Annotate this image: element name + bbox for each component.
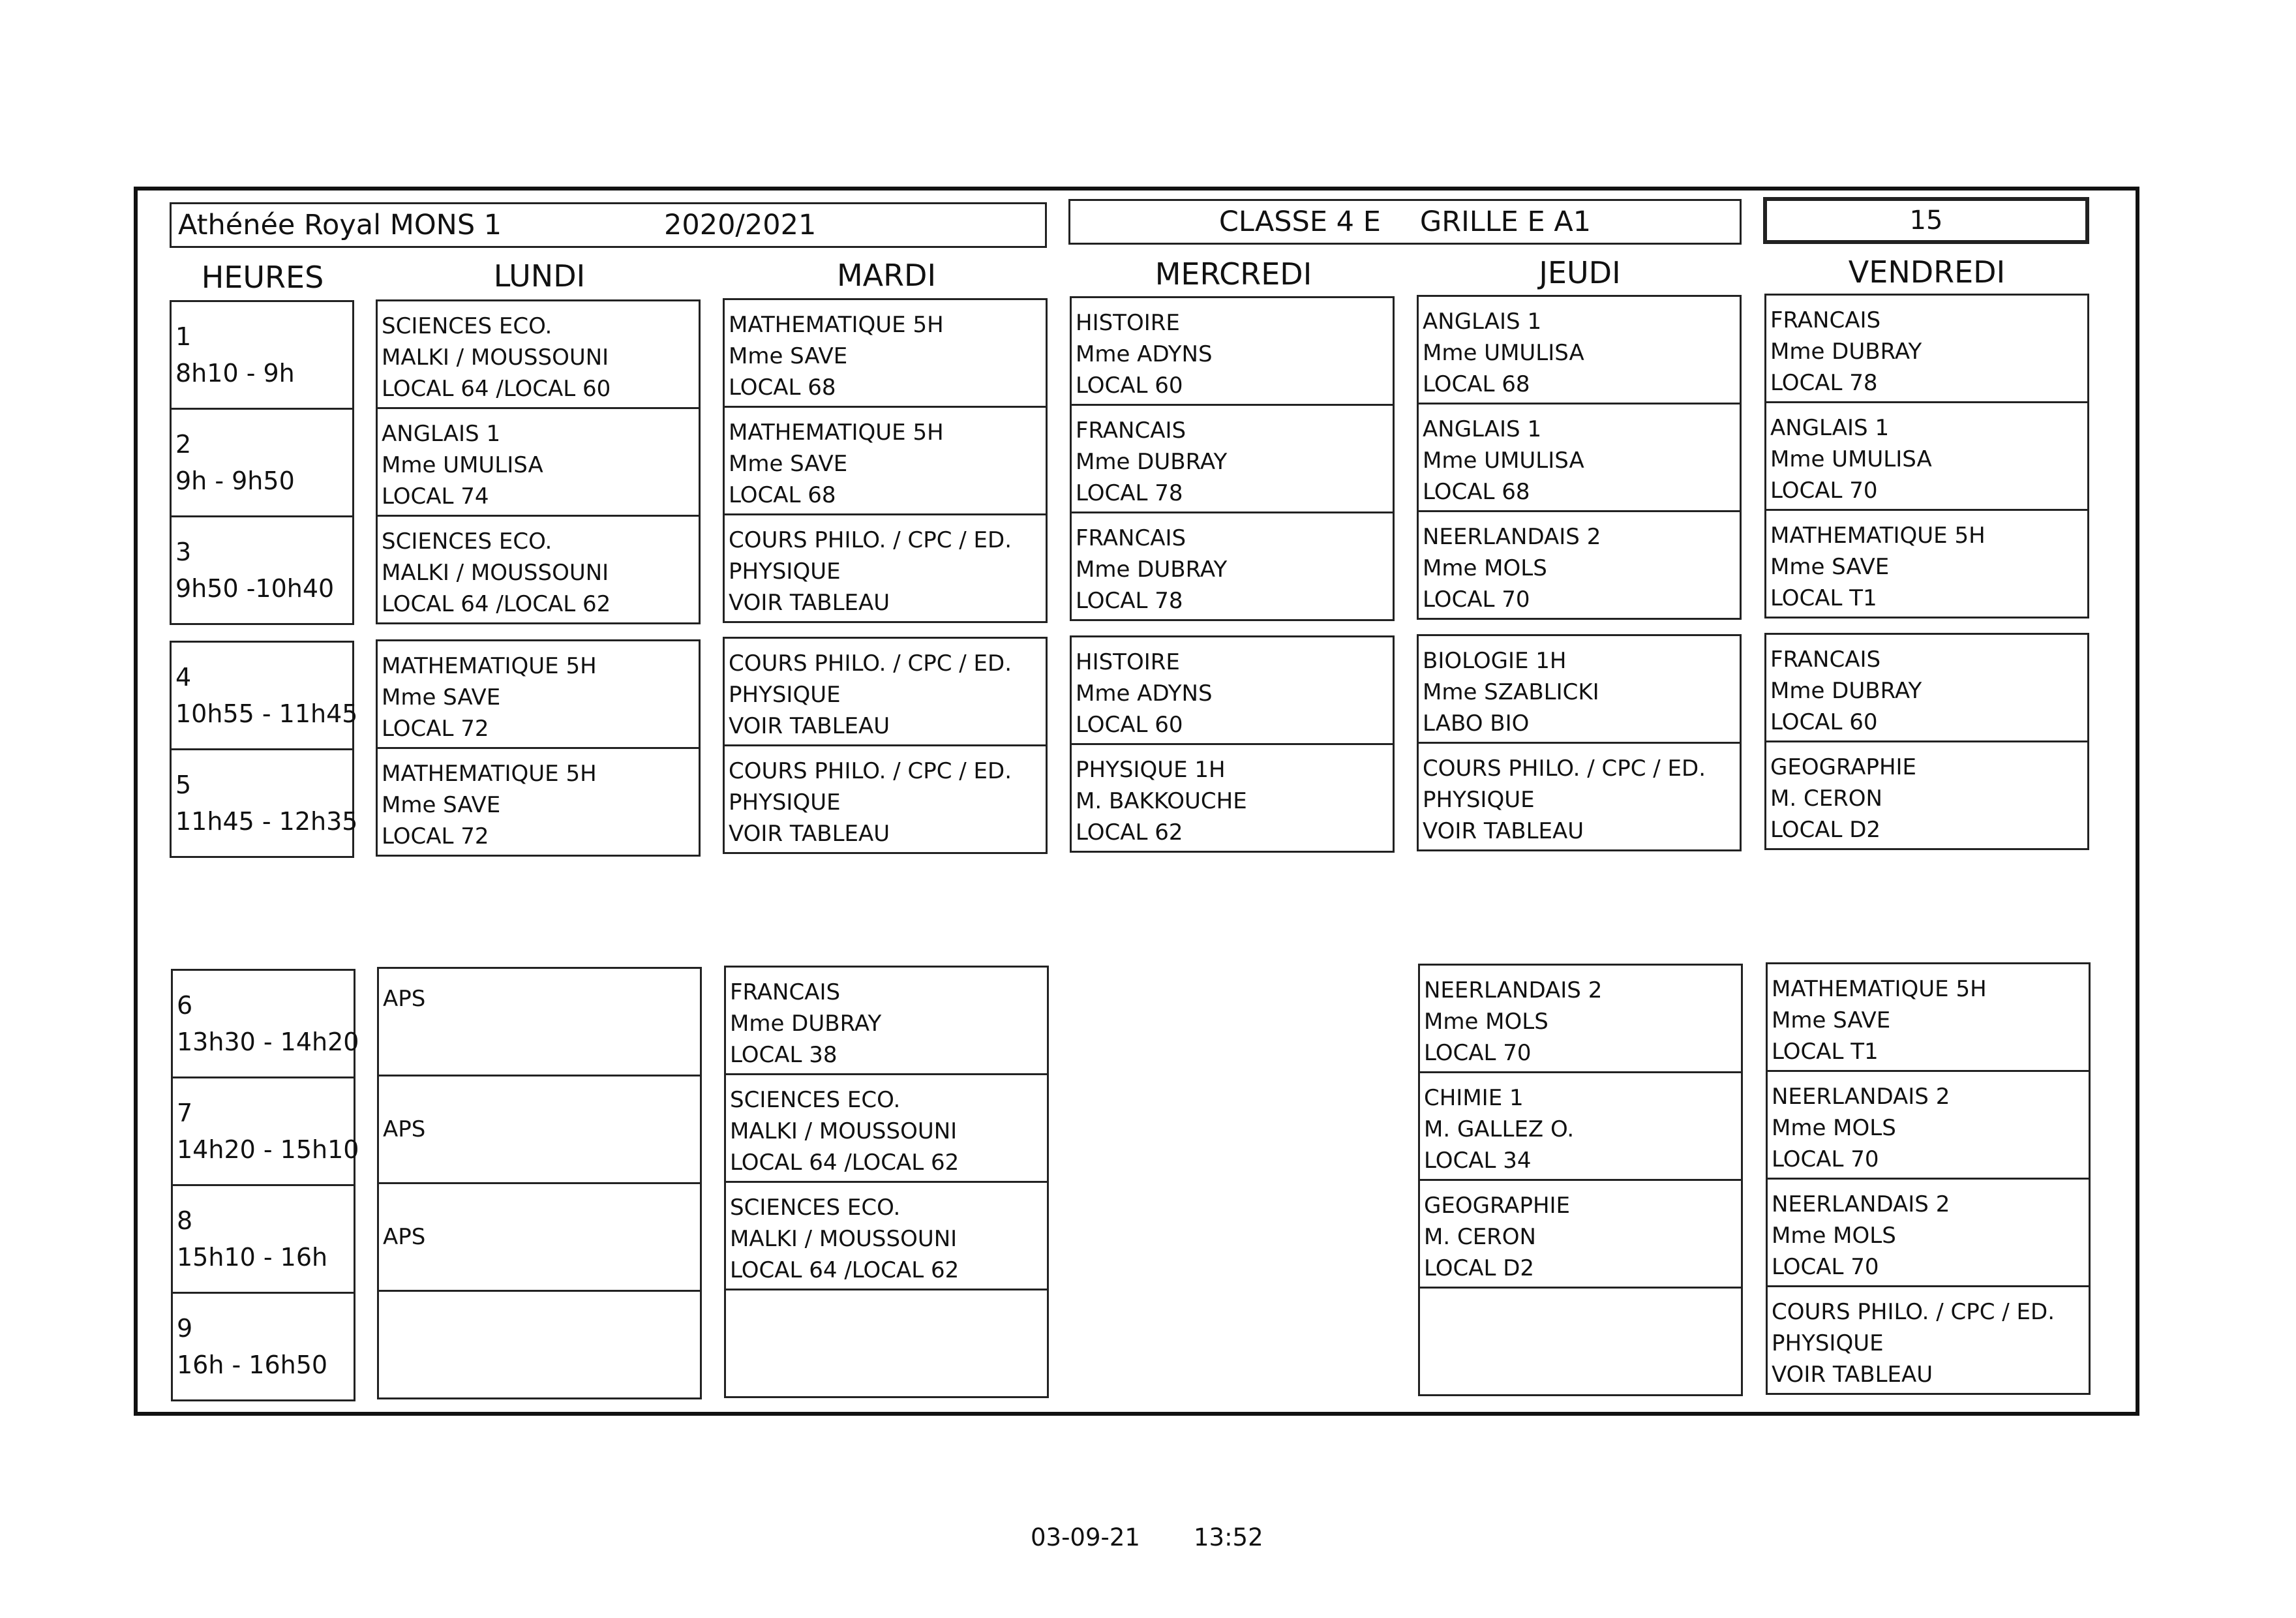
course-cell: PHYSIQUE 1H M. BAKKOUCHE LOCAL 62: [1070, 745, 1395, 853]
course-cell: FRANCAIS Mme DUBRAY LOCAL 78: [1070, 513, 1395, 621]
hour-slot-8: 8 15h10 - 16h: [171, 1186, 355, 1294]
mardi-afternoon-block: [724, 966, 1049, 1398]
column-header-mardi: MARDI: [836, 258, 937, 293]
course-cell: COURS PHILO. / CPC / ED. PHYSIQUE VOIR TABLEAU: [723, 746, 1048, 854]
course-cell: COURS PHILO. / CPC / ED. PHYSIQUE VOIR TABLEAU: [1417, 744, 1742, 851]
column-header-mercredi: MERCREDI: [1155, 256, 1312, 292]
course-cell: SCIENCES ECO. MALKI / MOUSSOUNI LOCAL 64 /LOCAL 62: [376, 517, 701, 624]
course-cell: MATHEMATIQUE 5H Mme SAVE LOCAL T1: [1766, 962, 2091, 1072]
course-cell-aps: APS: [377, 967, 702, 1076]
hour-slot-7: 7 14h20 - 15h10: [171, 1078, 355, 1186]
course-cell: MATHEMATIQUE 5H Mme SAVE LOCAL 68: [723, 298, 1048, 408]
mercredi-morning-block: [1070, 296, 1395, 621]
mardi-late-morning-block: [723, 637, 1048, 854]
column-header-lundi: LUNDI: [493, 258, 586, 294]
column-header-heures: HEURES: [201, 260, 324, 295]
course-cell: NEERLANDAIS 2 Mme MOLS LOCAL 70: [1766, 1180, 2091, 1287]
course-cell: MATHEMATIQUE 5H Mme SAVE LOCAL 68: [723, 408, 1048, 515]
column-header-vendredi: VENDREDI: [1848, 254, 2006, 290]
course-cell: COURS PHILO. / CPC / ED. PHYSIQUE VOIR TABLEAU: [723, 515, 1048, 623]
hour-slot-2: 2 9h - 9h50: [170, 410, 354, 517]
vendredi-late-morning-block: [1764, 633, 2089, 850]
grid-number-box: [1763, 197, 2089, 244]
lundi-afternoon-block: [377, 967, 702, 1399]
course-cell: HISTOIRE Mme ADYNS LOCAL 60: [1070, 635, 1395, 745]
hour-slot-3: 3 9h50 -10h40: [170, 517, 354, 625]
hour-slot-9: 9 16h - 16h50: [171, 1294, 355, 1401]
school-name: Athénée Royal MONS 1: [178, 209, 502, 241]
class-box: [1068, 199, 1742, 245]
course-cell: COURS PHILO. / CPC / ED. PHYSIQUE VOIR TABLEAU: [1766, 1287, 2091, 1395]
course-cell: NEERLANDAIS 2 Mme MOLS LOCAL 70: [1418, 964, 1743, 1073]
vendredi-morning-block: [1764, 294, 2089, 618]
course-cell-empty: [1418, 1289, 1743, 1396]
school-box: [170, 202, 1047, 248]
hour-slot-4: 4 10h55 - 11h45: [170, 641, 354, 750]
vendredi-afternoon-block: [1766, 962, 2091, 1395]
hour-slot-5: 5 11h45 - 12h35: [170, 750, 354, 858]
course-cell-empty: [377, 1292, 702, 1399]
course-cell: COURS PHILO. / CPC / ED. PHYSIQUE VOIR TABLEAU: [723, 637, 1048, 746]
jeudi-afternoon-block: [1418, 964, 1743, 1396]
course-cell: HISTOIRE Mme ADYNS LOCAL 60: [1070, 296, 1395, 406]
course-cell: FRANCAIS Mme DUBRAY LOCAL 38: [724, 966, 1049, 1075]
course-cell: MATHEMATIQUE 5H Mme SAVE LOCAL 72: [376, 749, 701, 857]
course-cell: SCIENCES ECO. MALKI / MOUSSOUNI LOCAL 64 /LOCAL 60: [376, 299, 701, 409]
course-cell: FRANCAIS Mme DUBRAY LOCAL 78: [1764, 294, 2089, 403]
course-cell-empty: [724, 1290, 1049, 1398]
course-cell-aps: APS: [377, 1076, 702, 1184]
course-cell: ANGLAIS 1 Mme UMULISA LOCAL 74: [376, 409, 701, 517]
course-cell: FRANCAIS Mme DUBRAY LOCAL 60: [1764, 633, 2089, 742]
column-header-jeudi: JEUDI: [1539, 255, 1621, 290]
grid-number: 15: [1909, 206, 1943, 236]
jeudi-late-morning-block: [1417, 634, 1742, 851]
course-cell: BIOLOGIE 1H Mme SZABLICKI LABO BIO: [1417, 634, 1742, 744]
hours-morning-block: [170, 300, 354, 625]
hours-afternoon-block: [171, 969, 359, 1401]
course-cell: CHIMIE 1 M. GALLEZ O. LOCAL 34: [1418, 1073, 1743, 1181]
hour-slot-6: 6 13h30 - 14h20: [171, 969, 355, 1078]
mercredi-late-morning-block: [1070, 635, 1395, 853]
school-year: 2020/2021: [664, 209, 817, 241]
print-time: 13:52: [1194, 1523, 1263, 1551]
course-cell: ANGLAIS 1 Mme UMULISA LOCAL 68: [1417, 295, 1742, 404]
course-cell: GEOGRAPHIE M. CERON LOCAL D2: [1764, 742, 2089, 850]
course-cell: NEERLANDAIS 2 Mme MOLS LOCAL 70: [1766, 1072, 2091, 1180]
hours-late-morning-block: [170, 641, 358, 858]
class-label: CLASSE 4 E: [1218, 206, 1381, 238]
jeudi-morning-block: [1417, 295, 1742, 620]
lundi-late-morning-block: [376, 639, 701, 857]
course-cell-aps: APS: [377, 1184, 702, 1292]
hour-slot-1: 1 8h10 - 9h: [170, 300, 354, 410]
course-cell: NEERLANDAIS 2 Mme MOLS LOCAL 70: [1417, 512, 1742, 620]
mardi-morning-block: [723, 298, 1048, 623]
course-cell: FRANCAIS Mme DUBRAY LOCAL 78: [1070, 406, 1395, 513]
course-cell: MATHEMATIQUE 5H Mme SAVE LOCAL T1: [1764, 511, 2089, 618]
course-cell: GEOGRAPHIE M. CERON LOCAL D2: [1418, 1181, 1743, 1289]
course-cell: ANGLAIS 1 Mme UMULISA LOCAL 68: [1417, 404, 1742, 512]
course-cell: ANGLAIS 1 Mme UMULISA LOCAL 70: [1764, 403, 2089, 511]
lundi-morning-block: [376, 299, 701, 624]
print-date: 03-09-21: [1031, 1523, 1140, 1551]
course-cell: SCIENCES ECO. MALKI / MOUSSOUNI LOCAL 64 /LOCAL 62: [724, 1183, 1049, 1290]
course-cell: SCIENCES ECO. MALKI / MOUSSOUNI LOCAL 64 /LOCAL 62: [724, 1075, 1049, 1183]
course-cell: MATHEMATIQUE 5H Mme SAVE LOCAL 72: [376, 639, 701, 749]
grid-label: GRILLE E A1: [1419, 206, 1592, 238]
